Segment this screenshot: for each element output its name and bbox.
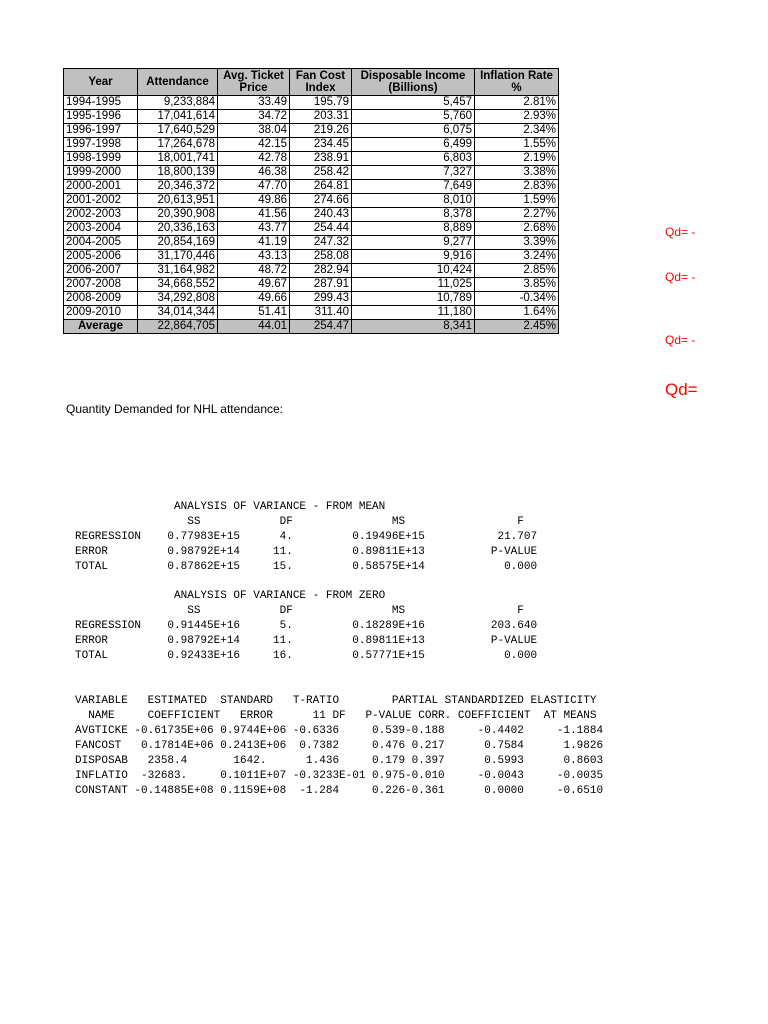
cell-attendance: 31,164,982 [138, 264, 218, 278]
average-fan-cost: 254.47 [290, 320, 352, 334]
cell-year: 2003-2004 [64, 222, 138, 236]
cell-disposable-income: 10,789 [352, 292, 475, 306]
cell-ticket-price: 43.77 [218, 222, 290, 236]
cell-inflation: 2.83% [475, 180, 559, 194]
cell-attendance: 18,800,139 [138, 166, 218, 180]
table-row [64, 306, 559, 320]
cell-attendance: 18,001,741 [138, 152, 218, 166]
cell-disposable-income: 5,760 [352, 110, 475, 124]
cell-fan-cost: 258.08 [290, 250, 352, 264]
table-row [64, 194, 559, 208]
cell-disposable-income: 7,327 [352, 166, 475, 180]
cell-inflation: 3.85% [475, 278, 559, 292]
header-year: Year [64, 69, 138, 96]
cell-inflation: 2.68% [475, 222, 559, 236]
table-row [64, 180, 559, 194]
cell-year: 1995-1996 [64, 110, 138, 124]
cell-fan-cost: 203.31 [290, 110, 352, 124]
cell-disposable-income: 8,889 [352, 222, 475, 236]
table-row [64, 250, 559, 264]
qd-label: Qd= - [665, 270, 696, 284]
cell-year: 1999-2000 [64, 166, 138, 180]
cell-year: 1997-1998 [64, 138, 138, 152]
table-row [64, 278, 559, 292]
table-row [64, 166, 559, 180]
cell-disposable-income: 9,277 [352, 236, 475, 250]
cell-fan-cost: 264.81 [290, 180, 352, 194]
cell-fan-cost: 234.45 [290, 138, 352, 152]
cell-inflation: 1.55% [475, 138, 559, 152]
cell-inflation: -0.34% [475, 292, 559, 306]
qd-label-large: Qd= [665, 380, 698, 399]
cell-year: 2007-2008 [64, 278, 138, 292]
table-body [64, 96, 559, 334]
header-ticket-price: Avg. Ticket Price [218, 69, 290, 96]
anova-from-mean: ANALYSIS OF VARIANCE - FROM MEAN SS DF MS F REGRESSION 0.77983E+15 4. 0.19496E+15 21.707 ERROR 0.98792E+14 11. 0.89811E+13 P-VALUE TOTAL 0.87862E+15 15. 0.58575E+14 0.000 [75, 501, 538, 573]
table-row [64, 124, 559, 138]
cell-year: 2002-2003 [64, 208, 138, 222]
caption: Quantity Demanded for NHL attendance: [66, 402, 284, 416]
cell-ticket-price: 49.67 [218, 278, 290, 292]
cell-ticket-price: 48.72 [218, 264, 290, 278]
average-label: Average [64, 320, 138, 334]
table-row [64, 138, 559, 152]
cell-fan-cost: 219.26 [290, 124, 352, 138]
cell-year: 2004-2005 [64, 236, 138, 250]
cell-ticket-price: 34.72 [218, 110, 290, 124]
table-row [64, 264, 559, 278]
cell-disposable-income: 11,180 [352, 306, 475, 320]
table-row [64, 96, 559, 110]
average-ticket-price: 44.01 [218, 320, 290, 334]
cell-fan-cost: 238.91 [290, 152, 352, 166]
table-row [64, 208, 559, 222]
cell-attendance: 20,390,908 [138, 208, 218, 222]
cell-year: 1996-1997 [64, 124, 138, 138]
table-row [64, 292, 559, 306]
header-attendance: Attendance [138, 69, 218, 96]
cell-disposable-income: 7,649 [352, 180, 475, 194]
cell-disposable-income: 5,457 [352, 96, 475, 110]
cell-fan-cost: 311.40 [290, 306, 352, 320]
cell-attendance: 31,170,446 [138, 250, 218, 264]
cell-inflation: 2.85% [475, 264, 559, 278]
cell-year: 1994-1995 [64, 96, 138, 110]
cell-inflation: 2.27% [475, 208, 559, 222]
header-disposable-income: Disposable Income (Billions) [352, 69, 475, 96]
cell-attendance: 34,668,552 [138, 278, 218, 292]
cell-year: 2001-2002 [64, 194, 138, 208]
table-row [64, 236, 559, 250]
cell-attendance: 20,854,169 [138, 236, 218, 250]
cell-ticket-price: 49.86 [218, 194, 290, 208]
anova-from-zero: ANALYSIS OF VARIANCE - FROM ZERO SS DF MS F REGRESSION 0.91445E+16 5. 0.18289E+16 203.640 ERROR 0.98792E+14 11. 0.89811E+13 P-VALUE TOTAL 0.92433E+16 16. 0.57771E+15 0.000 [75, 590, 538, 662]
cell-fan-cost: 247.32 [290, 236, 352, 250]
cell-fan-cost: 240.43 [290, 208, 352, 222]
cell-fan-cost: 258.42 [290, 166, 352, 180]
cell-disposable-income: 6,803 [352, 152, 475, 166]
table-row [64, 110, 559, 124]
cell-fan-cost: 299.43 [290, 292, 352, 306]
cell-ticket-price: 42.78 [218, 152, 290, 166]
cell-fan-cost: 287.91 [290, 278, 352, 292]
cell-ticket-price: 33.49 [218, 96, 290, 110]
cell-year: 2008-2009 [64, 292, 138, 306]
cell-ticket-price: 46.38 [218, 166, 290, 180]
cell-ticket-price: 43.13 [218, 250, 290, 264]
cell-disposable-income: 10,424 [352, 264, 475, 278]
average-inflation: 2.45% [475, 320, 559, 334]
cell-inflation: 3.24% [475, 250, 559, 264]
cell-ticket-price: 38.04 [218, 124, 290, 138]
header-inflation: Inflation Rate % [475, 69, 559, 96]
cell-attendance: 20,613,951 [138, 194, 218, 208]
average-row [64, 320, 559, 334]
cell-disposable-income: 8,378 [352, 208, 475, 222]
cell-attendance: 17,041,614 [138, 110, 218, 124]
cell-attendance: 34,014,344 [138, 306, 218, 320]
cell-ticket-price: 41.19 [218, 236, 290, 250]
cell-attendance: 17,264,678 [138, 138, 218, 152]
table-row [64, 152, 559, 166]
cell-inflation: 2.93% [475, 110, 559, 124]
cell-attendance: 20,346,372 [138, 180, 218, 194]
cell-attendance: 20,336,163 [138, 222, 218, 236]
table-row [64, 222, 559, 236]
cell-year: 2005-2006 [64, 250, 138, 264]
cell-year: 2009-2010 [64, 306, 138, 320]
cell-year: 2000-2001 [64, 180, 138, 194]
cell-attendance: 17,640,529 [138, 124, 218, 138]
cell-inflation: 2.81% [475, 96, 559, 110]
average-disposable-income: 8,341 [352, 320, 475, 334]
cell-inflation: 2.34% [475, 124, 559, 138]
average-attendance: 22,864,705 [138, 320, 218, 334]
data-table [63, 68, 559, 334]
cell-fan-cost: 254.44 [290, 222, 352, 236]
cell-inflation: 1.59% [475, 194, 559, 208]
cell-ticket-price: 49.66 [218, 292, 290, 306]
header-fan-cost: Fan Cost Index [290, 69, 352, 96]
cell-fan-cost: 282.94 [290, 264, 352, 278]
cell-ticket-price: 41.56 [218, 208, 290, 222]
cell-disposable-income: 6,499 [352, 138, 475, 152]
cell-inflation: 1.64% [475, 306, 559, 320]
cell-year: 1998-1999 [64, 152, 138, 166]
header-row [64, 69, 559, 96]
cell-disposable-income: 6,075 [352, 124, 475, 138]
cell-disposable-income: 11,025 [352, 278, 475, 292]
cell-inflation: 2.19% [475, 152, 559, 166]
cell-fan-cost: 274.66 [290, 194, 352, 208]
cell-ticket-price: 47.70 [218, 180, 290, 194]
qd-label: Qd= - [665, 333, 696, 347]
cell-inflation: 3.39% [475, 236, 559, 250]
cell-disposable-income: 9,916 [352, 250, 475, 264]
cell-fan-cost: 195.79 [290, 96, 352, 110]
cell-ticket-price: 51.41 [218, 306, 290, 320]
qd-label: Qd= - [665, 225, 696, 239]
cell-attendance: 34,292,808 [138, 292, 218, 306]
cell-year: 2006-2007 [64, 264, 138, 278]
cell-ticket-price: 42.15 [218, 138, 290, 152]
cell-disposable-income: 8,010 [352, 194, 475, 208]
cell-attendance: 9,233,884 [138, 96, 218, 110]
cell-inflation: 3.38% [475, 166, 559, 180]
coefficient-table: VARIABLE ESTIMATED STANDARD T-RATIO PARTIAL STANDARDIZED ELASTICITY NAME COEFFICIENT ERROR 11 DF P-VALUE CORR. COEFFICIENT AT MEANS AVGTICKE -0.61735E+06 0.9744E+06 -0.6336 0.539-0.188 -0.4402 -1.1884 FANCOST 0.17814E+06 0.2413E+06 0.7382 0.476 0.217 0.7584 1.9826 DISPOSAB 2358.4 1642. 1.436 0.179 0.397 0.5993 0.8603 INFLATIO -32683. 0.1011E+07 -0.3233E-01 0.975-0.010 -0.0043 -0.0035 CONSTANT -0.14885E+08 0.1159E+08 -1.284 0.226-0.361 0.0000 -0.6510 [75, 695, 604, 797]
